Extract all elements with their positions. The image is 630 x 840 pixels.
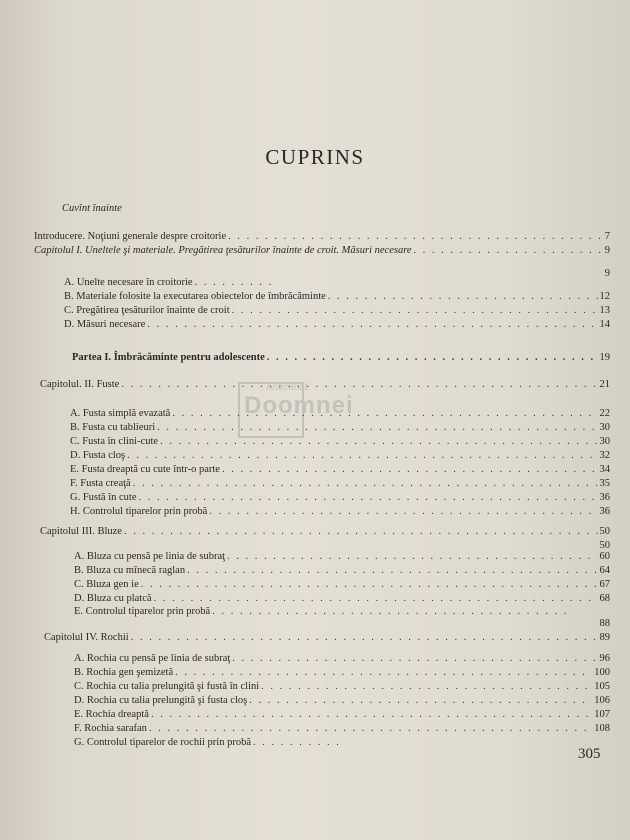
toc-leader-dots xyxy=(149,723,592,735)
toc-page-number: 96 xyxy=(599,653,610,664)
toc-entry-subsection xyxy=(74,695,610,707)
toc-page-number: 19 xyxy=(599,352,610,363)
toc-page-number: 14 xyxy=(599,319,610,330)
toc-entry-chapter-4 xyxy=(44,632,610,644)
toc-leader-dots xyxy=(414,245,603,257)
toc-label-text: Introducere. Noţiuni generale despre croitorie xyxy=(34,231,227,242)
toc-page-number: 12 xyxy=(599,291,610,302)
toc-leader-dots xyxy=(131,632,598,644)
toc-entry-subsection xyxy=(74,681,610,693)
toc-leader-dots xyxy=(160,436,597,448)
toc-entry-subsection xyxy=(74,653,610,665)
toc-page-number: 30 xyxy=(599,422,610,433)
toc-entry-label: D. Bluza cu platcă xyxy=(74,593,152,604)
toc-entry-subsection xyxy=(74,551,610,563)
toc-entry-part-1 xyxy=(72,352,610,364)
toc-entry-subsection xyxy=(74,593,610,605)
toc-entry-subsection xyxy=(64,277,274,289)
toc-leader-dots xyxy=(139,492,598,504)
toc-page-number: 67 xyxy=(599,579,610,590)
toc-entry-label: D. Fusta cloş xyxy=(70,450,126,461)
toc-page-number: 64 xyxy=(599,565,610,576)
toc-entry-label: D. Măsuri necesare xyxy=(64,319,146,330)
toc-page-number: 88 xyxy=(599,618,610,629)
toc-leader-dots xyxy=(151,709,592,721)
toc-page-number: 34 xyxy=(599,464,610,475)
toc-entry-label: D. Rochia cu talia prelungită şi fusta cloş xyxy=(74,695,248,706)
toc-page-number: 13 xyxy=(599,305,610,316)
toc-entry-subsection xyxy=(74,737,340,749)
toc-entry-label: A. Fusta simplă evazată xyxy=(70,408,171,419)
toc-page-number: 60 xyxy=(599,551,610,562)
toc-entry-label: A. Rochia cu pensă pe linia de subraţ xyxy=(74,653,231,664)
toc-leader-dots xyxy=(253,737,338,749)
toc-entry-foreword xyxy=(62,203,362,215)
toc-entry-subsection xyxy=(70,436,610,448)
toc-entry-label: B. Rochia gen şemizetă xyxy=(74,667,174,678)
toc-page-number: 30 xyxy=(599,436,610,447)
toc-entry-subsection xyxy=(70,464,610,476)
toc-leader-dots xyxy=(222,464,598,476)
toc-page-number: 68 xyxy=(599,593,610,604)
toc-page-number: 21 xyxy=(599,379,610,390)
toc-entry-chapter-1 xyxy=(34,245,610,257)
toc-leader-dots xyxy=(232,653,597,665)
toc-entry-label: B. Materiale folosite la executarea obiectelor de îmbrăcăminte xyxy=(64,291,326,302)
toc-entry-subsection xyxy=(64,319,610,331)
toc-entry-label: C. Fusta în clini-cute xyxy=(70,436,159,447)
toc-leader-dots xyxy=(141,579,598,591)
toc-entry-subsection xyxy=(74,723,610,735)
toc-entry-label: A. Unelte necesare în croitorie xyxy=(64,277,193,288)
toc-entry-subsection xyxy=(74,606,574,618)
toc-page-number: 107 xyxy=(594,709,610,720)
toc-leader-dots xyxy=(212,606,572,618)
toc-page-number: 36 xyxy=(599,506,610,517)
toc-page-number: 9 xyxy=(604,245,610,256)
toc-entry-label: Partea I. Îmbrăcăminte pentru adolescente xyxy=(72,352,265,363)
toc-entry-label: A. Bluza cu pensă pe linia de subraţ xyxy=(74,551,226,562)
toc-entry-subsection xyxy=(70,506,610,518)
toc-page-number: 50 xyxy=(599,526,610,537)
toc-leader-dots xyxy=(187,565,597,577)
toc-entry-label: C. Pregătirea ţesăturilor înainte de croit xyxy=(64,305,230,316)
toc-page-number: 100 xyxy=(594,667,610,678)
page-title: CUPRINS xyxy=(265,145,365,169)
toc-entry-label: F. Fusta creaţă xyxy=(70,478,131,489)
toc-entry-label: E. Fusta dreaptă cu cute într-o parte xyxy=(70,464,220,475)
toc-page-number: 36 xyxy=(599,492,610,503)
toc-entry-subsection xyxy=(74,579,610,591)
toc-entry-subsection xyxy=(64,291,610,303)
toc-entry-label: E. Rochia dreaptă xyxy=(74,709,149,720)
toc-leader-dots xyxy=(328,291,598,303)
toc-page-number: 50 xyxy=(599,540,610,551)
toc-leader-dots xyxy=(195,277,272,289)
toc-entry-label: Capitolul. II. Fuste xyxy=(40,379,120,390)
toc-leader-dots xyxy=(249,695,592,707)
toc-entry-label: G. Fustă în cute xyxy=(70,492,137,503)
toc-leader-dots xyxy=(267,352,598,364)
toc-leader-dots xyxy=(133,478,598,490)
toc-entry-label: H. Controlul tiparelor prin probă xyxy=(70,506,208,517)
toc-page-number: 7 xyxy=(604,231,610,242)
toc-page-number: 106 xyxy=(594,695,610,706)
toc-entry-subsection xyxy=(70,422,610,434)
toc-leader-dots xyxy=(227,551,597,563)
toc-leader-dots xyxy=(127,450,597,462)
toc-leader-dots xyxy=(232,305,598,317)
toc-entry-label: Capitolul IV. Rochii xyxy=(44,632,129,643)
toc-entry-label xyxy=(34,231,226,243)
toc-entry-subsection xyxy=(74,565,610,577)
toc-page-number: 35 xyxy=(599,478,610,489)
toc-entry-label: Cuvînt înainte xyxy=(62,203,122,214)
toc-entry-label: Capitolul III. Bluze xyxy=(40,526,122,537)
toc-leader-dots xyxy=(209,506,597,518)
toc-leader-dots xyxy=(157,422,597,434)
toc-page-number: 9 xyxy=(604,268,610,279)
toc-entry-label: B. Bluza cu mînecă raglan xyxy=(74,565,186,576)
toc-leader-dots xyxy=(175,667,592,679)
toc-leader-dots xyxy=(261,681,592,693)
toc-entry-chapter-2 xyxy=(40,379,610,391)
toc-leader-dots xyxy=(228,231,603,243)
page-number: 305 xyxy=(578,746,601,762)
toc-entry-label: Capitolul I. Uneltele şi materiale. Pregătirea ţesăturilor înainte de croit. Măsuri necesare xyxy=(34,245,412,256)
toc-page-number: 105 xyxy=(594,681,610,692)
toc-page-number: 89 xyxy=(599,632,610,643)
toc-entry-label: C. Bluza gen ie xyxy=(74,579,139,590)
toc-entry-subsection xyxy=(74,709,610,721)
toc-page-number: 22 xyxy=(599,408,610,419)
toc-entry-chapter-3 xyxy=(40,526,610,538)
toc-page-number: 32 xyxy=(599,450,610,461)
toc-entry-label: E. Controlul tiparelor prin probă xyxy=(74,606,211,617)
watermark-big-text: Doomnei xyxy=(244,392,354,419)
toc-leader-dots xyxy=(121,379,597,391)
toc-page-number: 108 xyxy=(594,723,610,734)
toc-entry-label: G. Controlul tiparelor de rochii prin probă xyxy=(74,737,251,748)
toc-entry-label: B. Fusta cu tablieuri xyxy=(70,422,156,433)
toc-entry-subsection xyxy=(70,478,610,490)
toc-entry-subsection xyxy=(74,667,610,679)
toc-leader-dots xyxy=(172,408,597,420)
toc-leader-dots xyxy=(124,526,598,538)
watermark-small-text: Anticariat xyxy=(266,382,308,393)
toc-leader-dots xyxy=(147,319,597,331)
toc-entry-label: F. Rochia sarafan xyxy=(74,723,147,734)
toc-entry-subsection xyxy=(64,305,610,317)
toc-entry-subsection xyxy=(70,450,610,462)
toc-leader-dots xyxy=(154,593,598,605)
toc-entry-introduction xyxy=(34,231,610,243)
toc-entry-subsection xyxy=(70,408,610,420)
toc-entry-subsection xyxy=(70,492,610,504)
toc-entry-label: C. Rochia cu talia prelungită şi fustă în clini xyxy=(74,681,260,692)
